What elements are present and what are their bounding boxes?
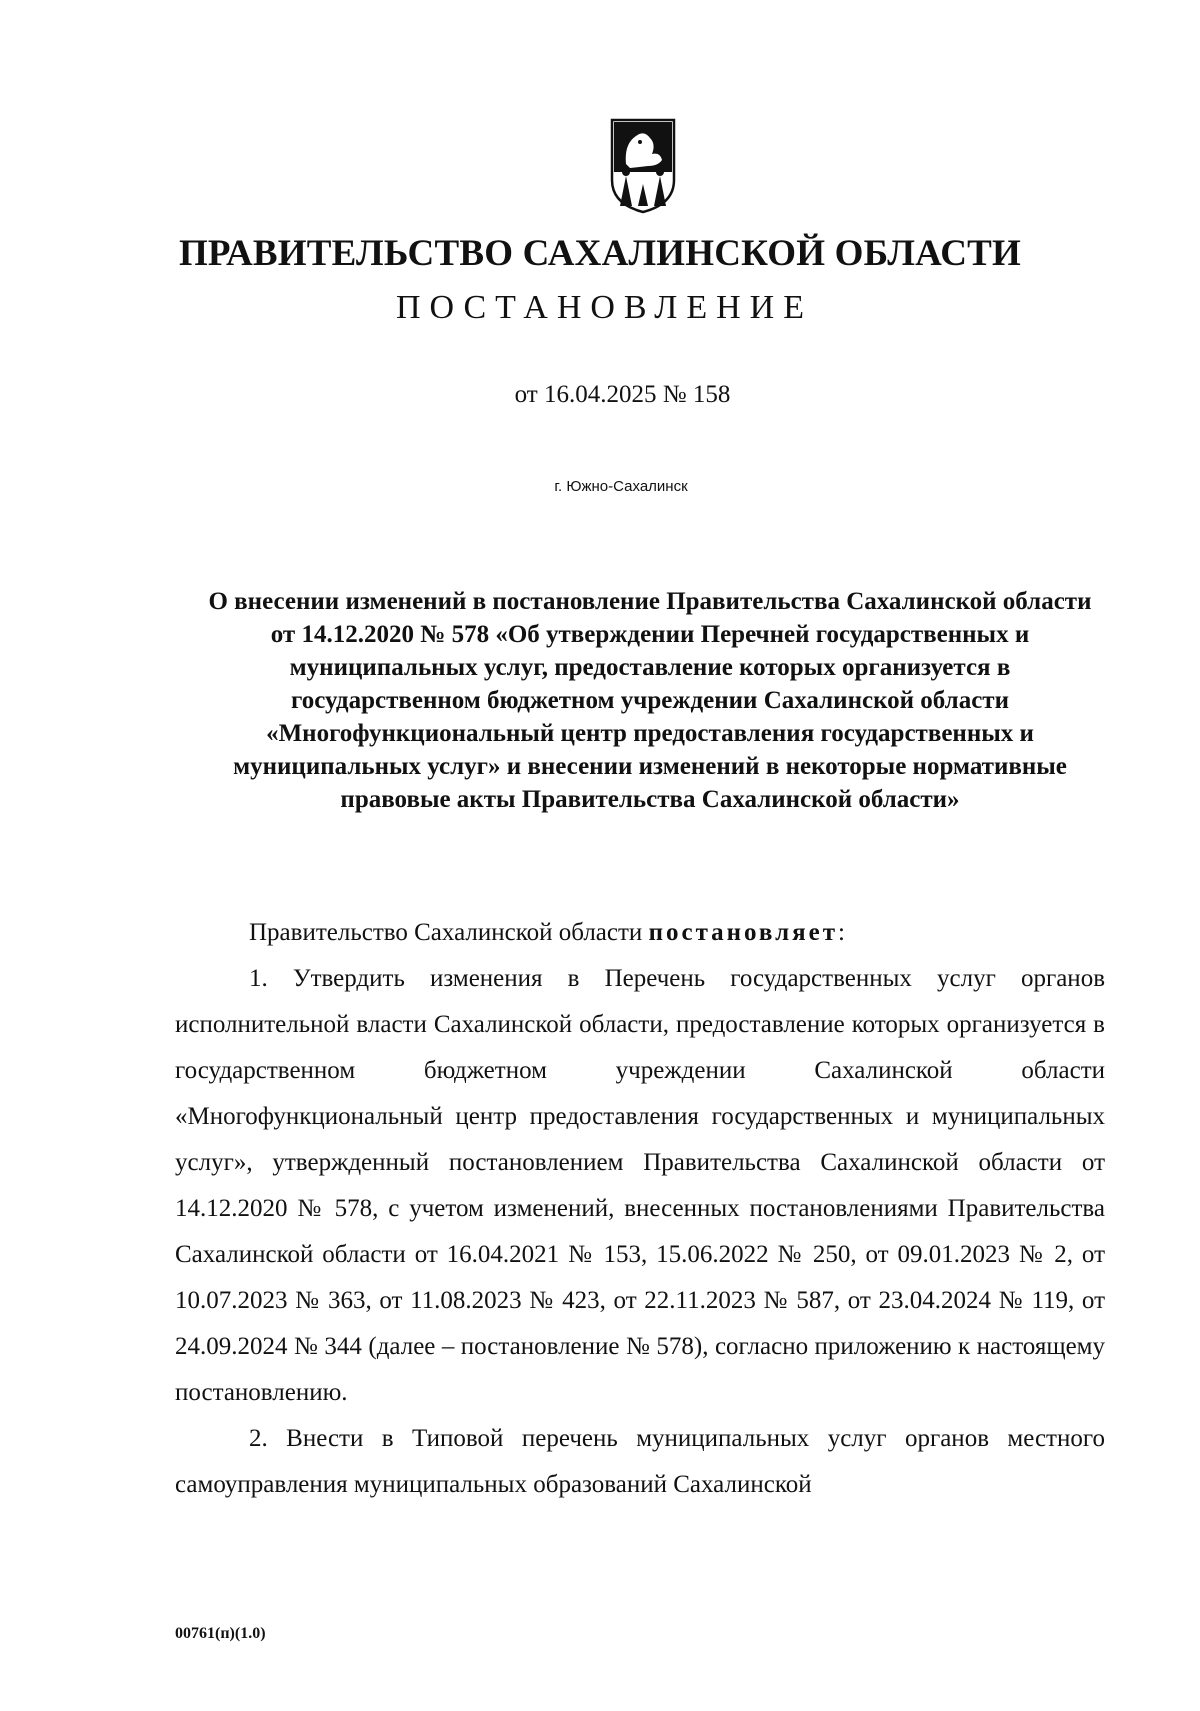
footer-document-code: 00761(п)(1.0) <box>175 1625 266 1642</box>
preamble-keyword: постановляет <box>648 919 839 946</box>
paragraph-1: 1. Утвердить изменения в Перечень государственных услуг органов исполнительной власти Сахалинской области, предоставление которых организуется в государственном бюджетном учреждении Сахалинской области «Многофункциональный центр предоставления государственных и муниципальных услуг», утвержденный постановлением Правительства Сахалинской области от 14.12.2020 № 578, с учетом изменений, внесенных постановлениями Правительства Сахалинской области от 16.04.2021 № 153, 15.06.2022 № 250, от 09.01.2023 № 2, от 10.07.2023 № 363, от 11.08.2023 № 423, от 22.11.2023 № 587, от 23.04.2024 № 119, от 24.09.2024 № 344 (далее – постановление № 578), согласно приложению к настоящему постановлению. <box>175 965 1105 1406</box>
document-body <box>175 910 1105 1508</box>
document-date-number: от 16.04.2025 № 158 <box>514 381 731 408</box>
document-city: г. Южно-Сахалинск <box>554 478 688 495</box>
preamble-end: : <box>838 919 845 946</box>
document-type: ПОСТАНОВЛЕНИЕ <box>395 289 814 326</box>
coat-of-arms-icon <box>600 114 686 214</box>
government-title: ПРАВИТЕЛЬСТВО САХАЛИНСКОЙ ОБЛАСТИ <box>178 233 1022 274</box>
preamble-text: Правительство Сахалинской области <box>249 919 649 946</box>
document-subject: О внесении изменений в постановление Правительства Сахалинской области от 14.12.2020 № 578 «Об утверждении Перечней государственных и муниципальных услуг, предоставление которых организуется в государственном бюджетном учреждении Сахалинской области «Многофункциональный центр предоставления государственных и муниципальных услуг» и внесении изменений в некоторые нормативные правовые акты Правительства Сахалинской области» <box>208 588 1092 813</box>
paragraph-2: 2. Внести в Типовой перечень муниципальных услуг органов местного самоуправления муниципальных образований Сахалинской <box>175 1425 1105 1498</box>
preamble <box>175 910 1105 956</box>
